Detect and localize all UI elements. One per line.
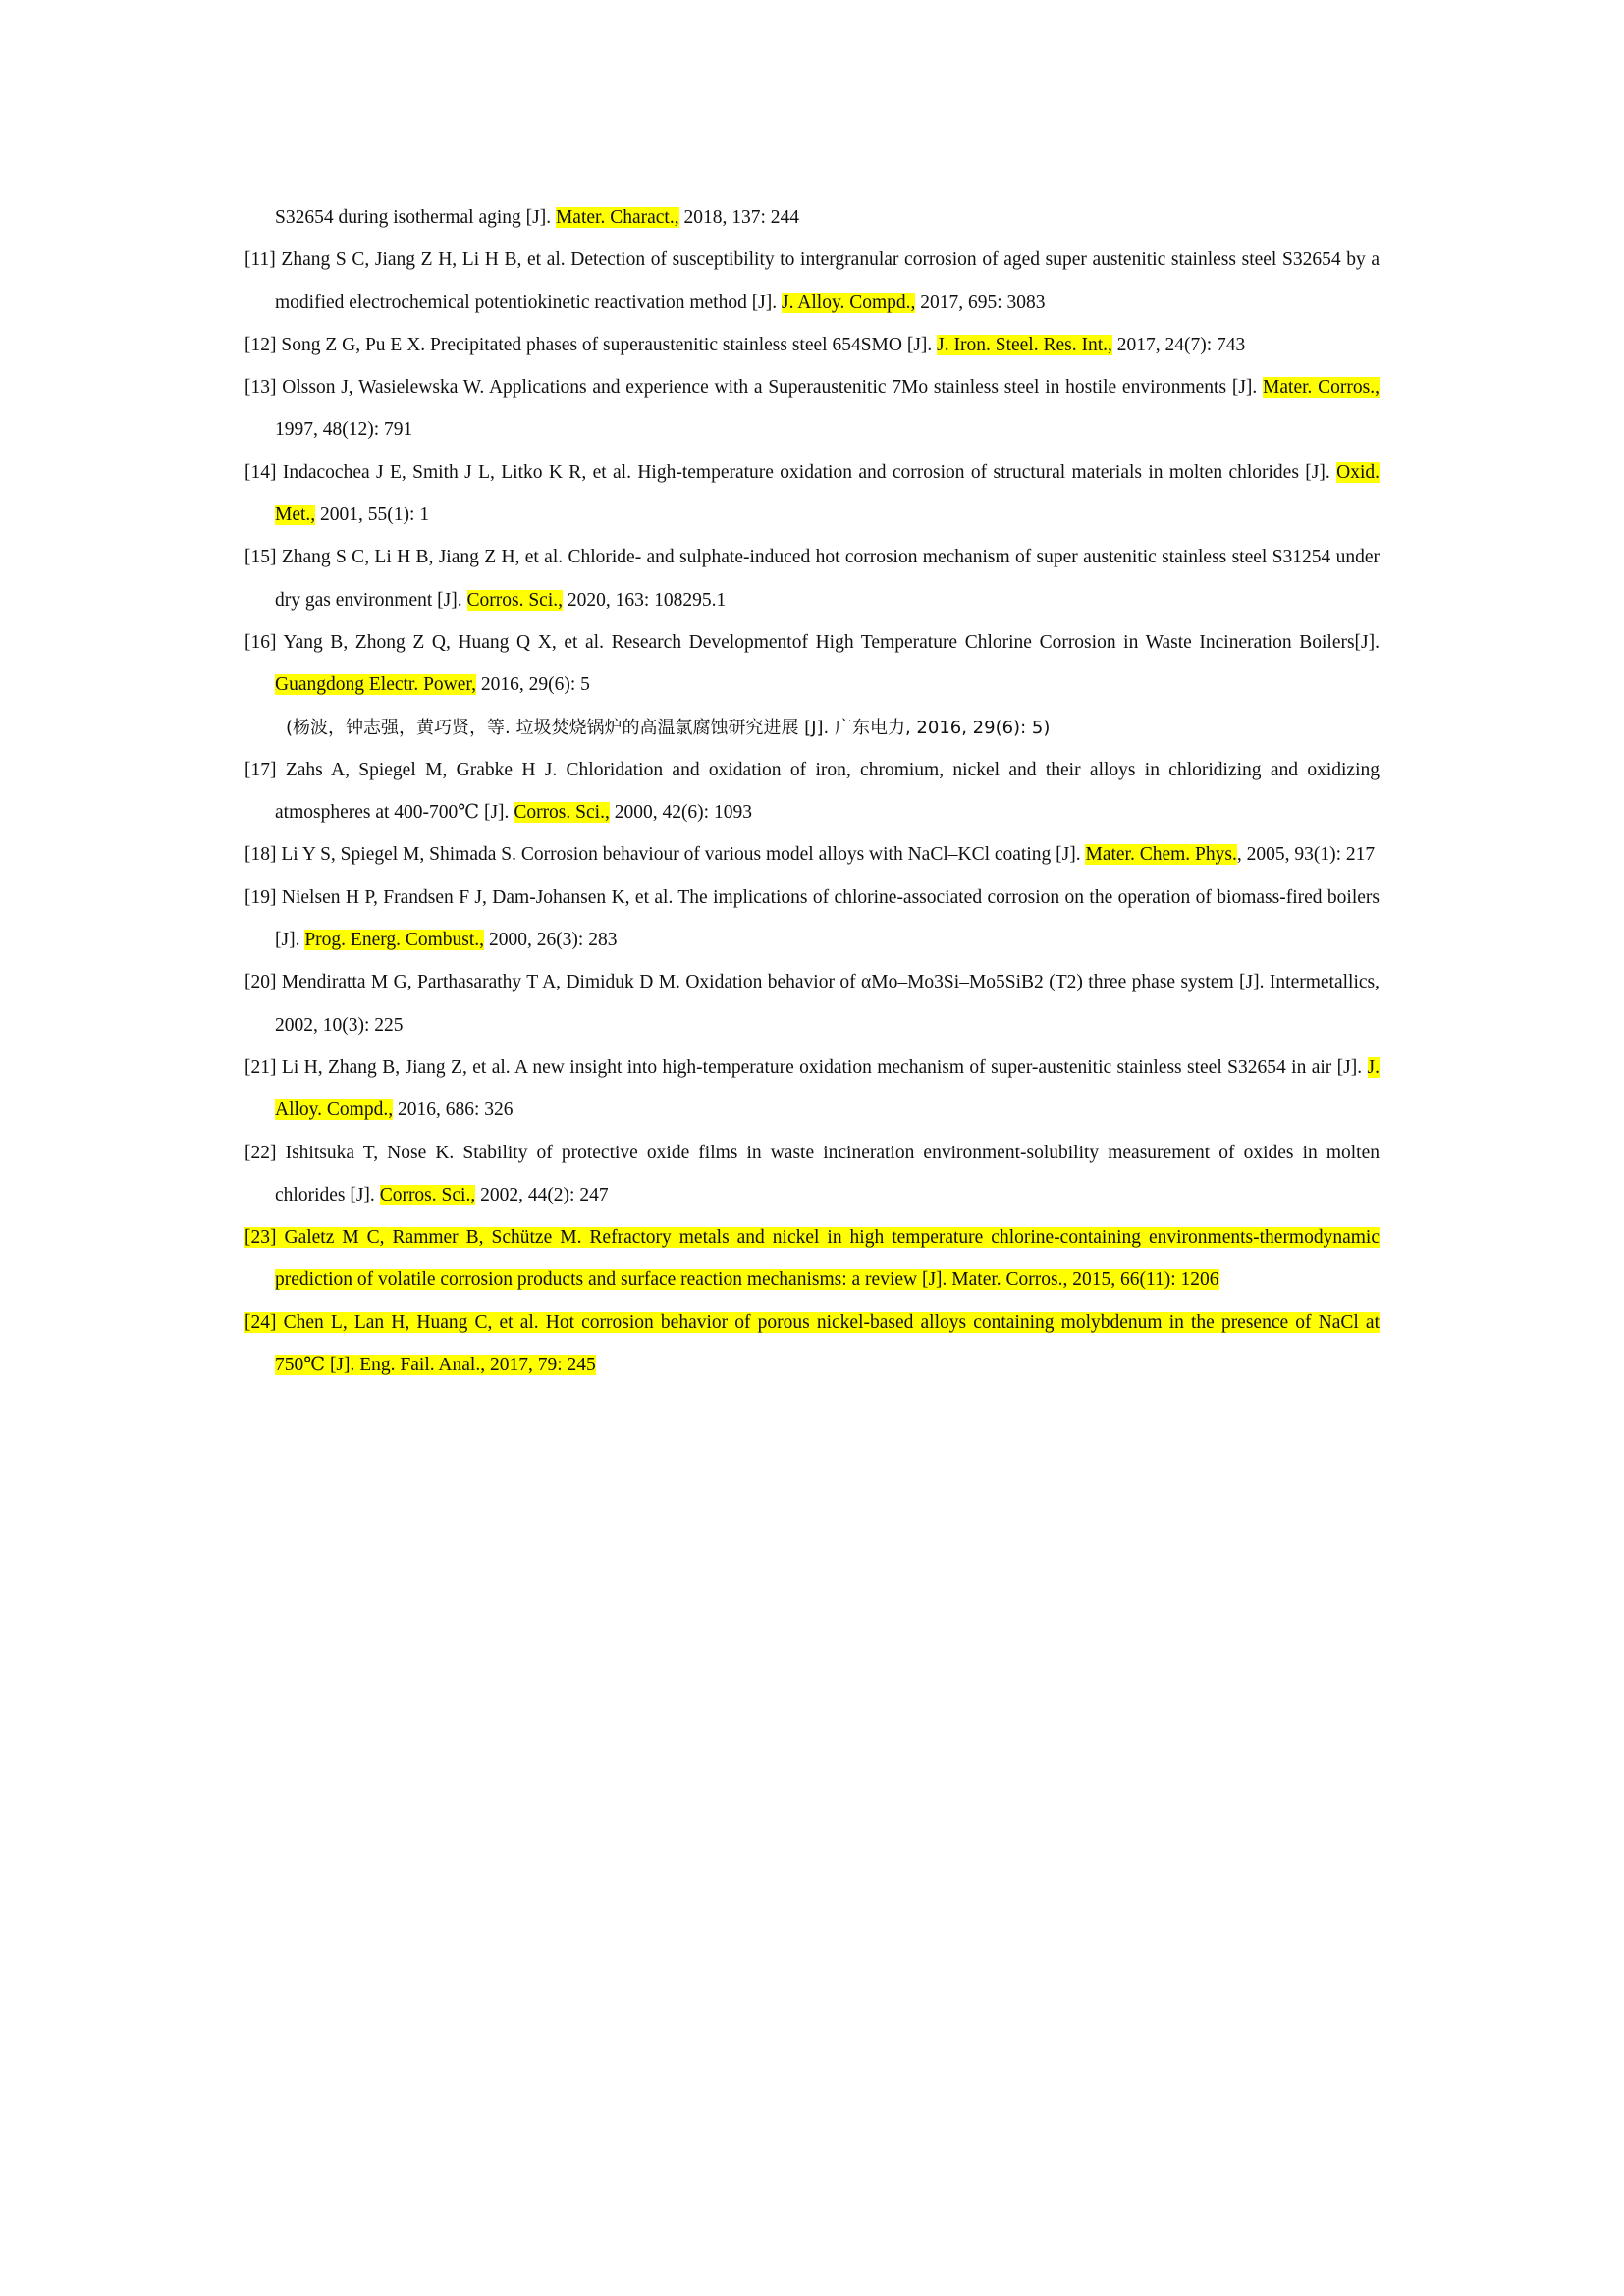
- journal-highlight: J. Iron. Steel. Res. Int.,: [937, 334, 1112, 355]
- reference-number: [14]: [244, 461, 277, 483]
- journal-highlight: J. Alloy. Compd.,: [782, 292, 916, 313]
- reference-item: [14] Indacochea J E, Smith J L, Litko K R, et al. High-temperature oxidation and corrosion of structural materials in molten chlorides [J]. Oxid. Met., 2001, 55(1): 1: [244, 461, 1380, 526]
- journal-highlight: J. Alloy. Compd.,: [275, 1056, 1380, 1121]
- reference-item: S32654 during isothermal aging [J]. Mater. Charact., 2018, 137: 244: [275, 207, 800, 228]
- reference-item: [20] Mendiratta M G, Parthasarathy T A, Dimiduk D M. Oxidation behavior of αMo–Mo3Si–Mo5SiB2 (T2) three phase system [J]. Intermetallics, 2002, 10(3): 225: [244, 972, 1380, 1036]
- reference-number: [17]: [244, 759, 277, 780]
- reference-number: [12]: [244, 334, 277, 355]
- journal-highlight: Oxid. Met.,: [275, 461, 1380, 526]
- reference-item: [21] Li H, Zhang B, Jiang Z, et al. A new insight into high-temperature oxidation mechanism of super-austenitic stainless steel S32654 in air [J]. J. Alloy. Compd., 2016, 686: 326: [244, 1056, 1380, 1121]
- reference-list: [244, 196, 1380, 1386]
- journal-highlight: Mater. Charact.,: [555, 207, 679, 228]
- reference-number: [18]: [244, 844, 277, 866]
- reference-item: [22] Ishitsuka T, Nose K. Stability of protective oxide films in waste incineration environment-solubility measurement of oxides in molten chlorides [J]. Corros. Sci., 2002, 44(2): 247: [244, 1142, 1380, 1205]
- reference-number: [22]: [244, 1142, 277, 1163]
- reference-number: [23]: [244, 1227, 277, 1249]
- journal-highlight: Prog. Energ. Combust.,: [304, 930, 485, 951]
- reference-item: [17] Zahs A, Spiegel M, Grabke H J. Chloridation and oxidation of iron, chromium, nickel and their alloys in chloridizing and oxidizing atmospheres at 400-700℃ [J]. Corros. Sci., 2000, 42(6): 1093: [244, 759, 1380, 824]
- journal-highlight: Corros. Sci.,: [379, 1184, 476, 1205]
- reference-item-highlighted: [23] Galetz M C, Rammer B, Schütze M. Refractory metals and nickel in high temperature chlorine‐containing environments‐thermodynamic prediction of volatile corrosion products and surface reaction mechanisms: a review [J]. Mater. Corros., 2015, 66(11): 1206: [244, 1227, 1380, 1291]
- reference-item: [11] Zhang S C, Jiang Z H, Li H B, et al. Detection of susceptibility to intergranular corrosion of aged super austenitic stainless steel S32654 by a modified electrochemical potentiokinetic reactivation method [J]. J. Alloy. Compd., 2017, 695: 3083: [244, 249, 1380, 313]
- journal-highlight: Corros. Sci.,: [514, 802, 610, 824]
- reference-item: [12] Song Z G, Pu E X. Precipitated phases of superaustenitic stainless steel 654SMO [J]. J. Iron. Steel. Res. Int., 2017, 24(7): 743: [244, 334, 1246, 355]
- reference-item: [18] Li Y S, Spiegel M, Shimada S. Corrosion behaviour of various model alloys with NaCl–KCl coating [J]. Mater. Chem. Phys., 2005, 93(1): 217: [244, 844, 1376, 866]
- reference-item: [15] Zhang S C, Li H B, Jiang Z H, et al. Chloride- and sulphate-induced hot corrosion mechanism of super austenitic stainless steel S31254 under dry gas environment [J]. Corros. Sci., 2020, 163: 108295.1: [244, 547, 1380, 611]
- reference-number: [16]: [244, 631, 277, 653]
- reference-number: [13]: [244, 377, 277, 399]
- reference-number: [11]: [244, 249, 276, 271]
- reference-number: [15]: [244, 547, 277, 568]
- reference-item: [13] Olsson J, Wasielewska W. Applications and experience with a Superaustenitic 7Mo stainless steel in hostile environments [J]. Mater. Corros., 1997, 48(12): 791: [244, 377, 1380, 441]
- reference-item-highlighted: [24] Chen L, Lan H, Huang C, et al. Hot corrosion behavior of porous nickel-based alloys containing molybdenum in the presence of NaCl at 750℃ [J]. Eng. Fail. Anal., 2017, 79: 245: [244, 1311, 1380, 1376]
- reference-number: [21]: [244, 1056, 277, 1078]
- reference-number: [24]: [244, 1311, 277, 1333]
- reference-number: [20]: [244, 972, 277, 993]
- journal-highlight: Mater. Chem. Phys.: [1085, 844, 1237, 866]
- journal-highlight: Corros. Sci.,: [466, 589, 563, 611]
- reference-item: [16] Yang B, Zhong Z Q, Huang Q X, et al. Research Developmentof High Temperature Chlorine Corrosion in Waste Incineration Boilers[J]. Guangdong Electr. Power, 2016, 29(6): 5: [244, 631, 1380, 696]
- journal-highlight: Guangdong Electr. Power,: [275, 674, 477, 696]
- reference-chinese-translation: (杨波，钟志强，黄巧贤，等. 垃圾焚烧锅炉的高温氯腐蚀研究进展 [J]. 广东电力, 2016, 29(6): 5): [286, 717, 1051, 738]
- reference-item: [19] Nielsen H P, Frandsen F J, Dam-Johansen K, et al. The implications of chlorine-associated corrosion on the operation of biomass-fired boilers [J]. Prog. Energ. Combust., 2000, 26(3): 283: [244, 886, 1380, 951]
- journal-highlight: Mater. Corros.,: [1263, 377, 1380, 399]
- reference-number: [19]: [244, 886, 277, 908]
